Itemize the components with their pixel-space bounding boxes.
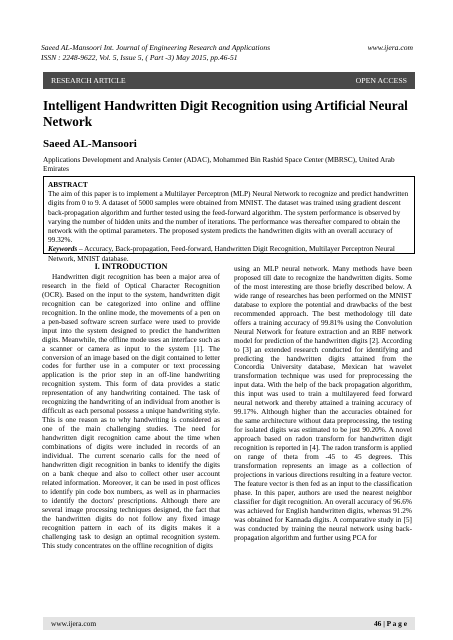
journal-line: Saeed AL-Mansoori Int. Journal of Engineering Research and Applications: [41, 43, 271, 52]
keywords-line: [48, 244, 410, 262]
article-banner: [43, 72, 415, 89]
open-access-label: OPEN ACCESS: [355, 76, 407, 85]
right-column: [234, 265, 412, 590]
page-number: 46 | P a g e: [373, 619, 407, 628]
journal-website-link[interactable]: www.ijera.com: [367, 43, 413, 52]
author-affiliation: Applications Development and Analysis Center (ADAC), Mohammed Bin Rashid Space Center (MBRSC), United Arab Emirates: [43, 155, 395, 174]
introduction-paragraph-left: Handwritten digit recognition has been a major area of research in the field of Optical Character Recognition (OCR). Based on the input to the system, handwritten digit recognition can be categorized into online and offline recognition. In the online mode, the movements of a pen on a pen-based software screen surface were used to provide input into the system designed to predict the handwritten digits. Meanwhile, the offline mode uses an interface such as a scanner or camera as input to the system [1]. The conversion of an image based on the digit contained to letter codes for further use in a computer or text processing application is the prior step in an off-line handwriting recognition system. This form of data provides a static representation of any handwriting contained. The task of recognizing the handwriting of an individual from another is difficult as each personal possess a unique handwriting style. This is one reason as to why handwriting is considered as one of the main challenging studies. The need for handwritten digit recognition came about the time when combinations of digits were included in records of an individual. The current scenario calls for the need of handwritten digit recognition in banks to identify the digits on a bank cheque and also to collect other user account related information. Moreover, it can be used in post offices to identify pin code box numbers, as well as in pharmacies to identify the doctors' prescriptions. Although there are several image processing techniques designed, the fact that the handwritten digits do not follow any fixed image recognition pattern in each of its digits makes it a challenging task to design an optimal recognition system. This study concentrates on the offline recognition of digits: [42, 271, 220, 550]
footer-website-link[interactable]: www.ijera.com: [51, 619, 97, 628]
introduction-heading: I. INTRODUCTION: [94, 262, 168, 271]
introduction-paragraph-right: using an MLP neural network. Many methods have been proposed till date to recognize the handwritten digits. Some of the most interesting are those briefly described below. A wide range of researches has been performed on the MNIST database to explore the potential and drawbacks of the best recommended approach. The best methodology till date offers a training accuracy of 99.81% using the Convolution Neural Network for feature extraction and an RBF network model for prediction of the handwritten digits [2]. According to [3] an extended research conducted for identifying and predicting the handwritten digits attained from the Concordia University database, Mexican hat wavelet transformation technique was used for preprocessing the input data. With the help of the back propagation algorithm, this input was used to train a multilayered feed forward neural network and thereby attained a training accuracy of 99.17%. Although higher than the accuracies obtained for the same architecture without data preprocessing, the testing for isolated digits was estimated to be just 90.20%. A novel approach based on radon transform for handwritten digit recognition is reported in [4]. The radon transform is applied on range of theta from -45 to 45 degrees. This transformation represents an image as a collection of projections in various directions resulting in a feature vector. The feature vector is then fed as an input to the classification phase. In this paper, authors are used the nearest neighbor classifier for digit recognition. An overall accuracy of 96.6% was achieved for English handwritten digits, whereas 91.2% was obtained for Kannada digits. A comparative study in [5] was conducted by training the neural network using back-propagation algorithm and further using PCA for: [234, 264, 412, 542]
issn-line: ISSN : 2248-9622, Vol. 5, Issue 5, ( Part -3) May 2015, pp.46-51: [41, 53, 238, 62]
keywords-label: Keywords: [48, 244, 78, 254]
author-name: Saeed AL-Mansoori: [43, 138, 137, 150]
paper-title: Intelligent Handwritten Digit Recognition using Artificial Neural Network: [43, 98, 408, 129]
abstract-heading: ABSTRACT: [48, 180, 88, 189]
running-header: [41, 43, 413, 63]
abstract-body: The aim of this paper is to implement a Multilayer Perceptron (MLP) Neural Network to recognize and predict handwritten digits from 0 to 9. A dataset of 5000 samples were obtained from MNIST. The dataset was trained using gradient descent back-propagation algorithm and further tested using the feed-forward algorithm. The system performance is observed by varying the number of hidden units and the number of iterations. The performance was thereafter compared to obtain the network with the optimal parameters. The proposed system predicts the handwritten digits with an overall accuracy of 99.32%.: [48, 189, 409, 245]
abstract-box: [43, 176, 415, 263]
page-footer: [43, 617, 415, 630]
research-article-label: RESEARCH ARTICLE: [51, 76, 126, 85]
keywords-list: – Accuracy, Back-propagation, Feed-forward, Handwritten Digit Recognition, Multilayer Perceptron Neural Network, MNIST database.: [48, 244, 395, 263]
left-column: [42, 263, 220, 588]
